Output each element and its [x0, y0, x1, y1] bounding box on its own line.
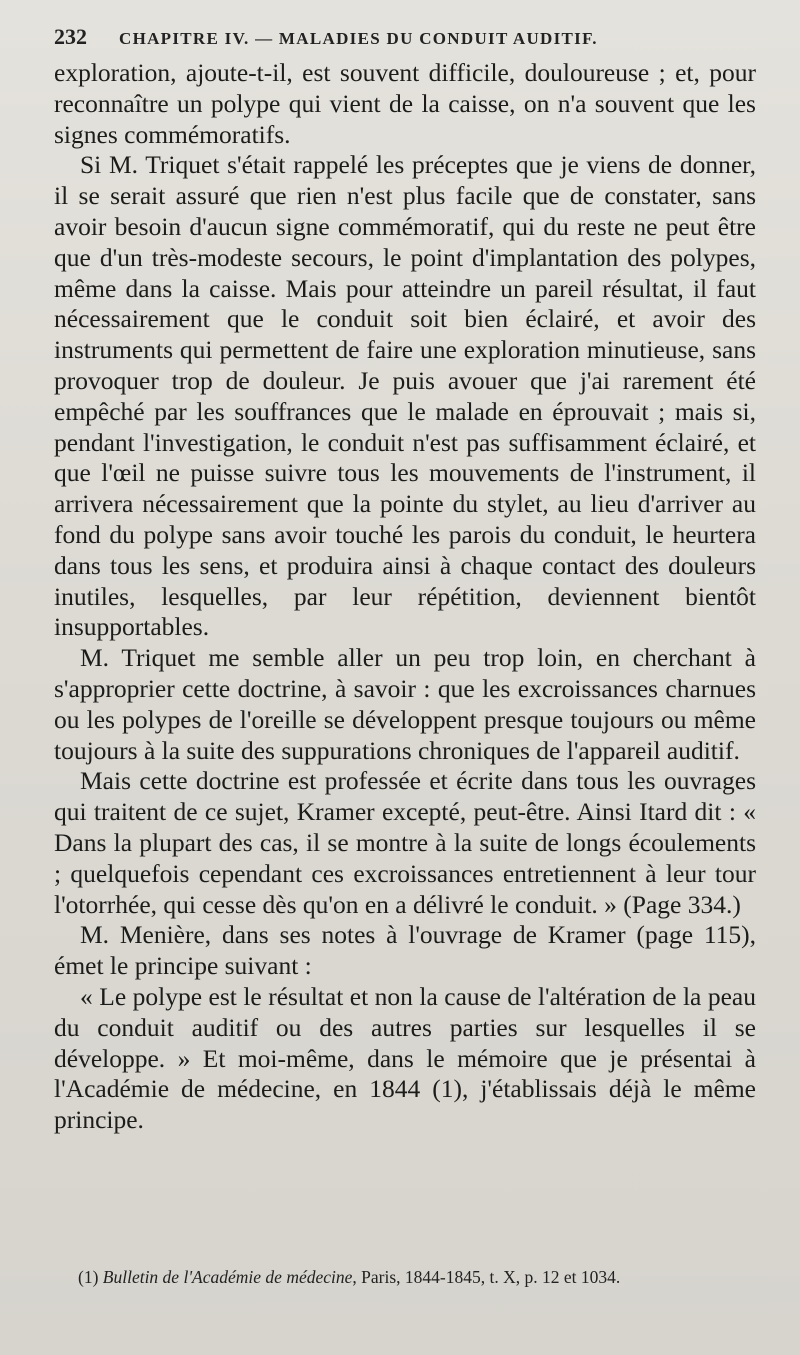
footnote-marker: (1): [78, 1267, 99, 1287]
page-number: 232: [54, 24, 87, 49]
paragraph: M. Menière, dans ses notes à l'ouvrage de Kramer (page 115), émet le principe suivant :: [54, 920, 756, 981]
body-text: [54, 58, 756, 1136]
running-head: [54, 24, 756, 58]
paragraph-continued: exploration, ajoute-t-il, est souvent difficile, douloureuse ; et, pour reconnaître un polype qui vient de la caisse, on n'a souvent que les signes commémoratifs.: [54, 58, 756, 149]
footnote-details: , Paris, 1844-1845, t. X, p. 12 et 1034.: [352, 1267, 621, 1287]
paragraph: Si M. Triquet s'était rappelé les préceptes que je viens de donner, il se serait assuré que rien n'est plus facile que de constater, sans avoir besoin d'aucun signe commémoratif, qui du reste ne peut être que d'un très-modeste secours, le point d'implantation des polypes, même dans la caisse. Mais pour atteindre un pareil résultat, il faut nécessairement que le conduit soit bien éclairé, et avoir des instruments qui permettent de faire une exploration minutieuse, sans provoquer trop de douleur. Je puis avouer que j'ai rarement été empêché par les souffrances que le malade en éprouvait ; mais si, pendant l'investigation, le conduit n'est pas suffisamment éclairé, et que l'œil ne puisse suivre tous les mouvements de l'instrument, il arrivera nécessairement que la pointe du stylet, au lieu d'arriver au fond du polype sans avoir touché les parois du conduit, le heurtera dans tous les sens, et produira ainsi à chaque contact des douleurs inutiles, lesquelles, par leur répétition, deviennent bientôt insupportables.: [54, 150, 756, 642]
footnote: [78, 1266, 760, 1288]
paragraph: « Le polype est le résultat et non la cause de l'altération de la peau du conduit auditif ou des autres parties sur lesquelles il se développe. » Et moi-même, dans le mémoire que je présentai à l'Académie de médecine, en 1844 (1), j'établissais déjà le même principe.: [54, 981, 756, 1135]
paragraph: M. Triquet me semble aller un peu trop loin, en cherchant à s'approprier cette doctrine, à savoir : que les excroissances charnues ou les polypes de l'oreille se développent presque toujours ou même toujours à la suite des suppurations chroniques de l'appareil auditif.: [54, 643, 756, 765]
chapter-title: CHAPITRE IV. — MALADIES DU CONDUIT AUDITIF.: [119, 29, 598, 48]
paragraph: Mais cette doctrine est professée et écrite dans tous les ouvrages qui traitent de ce sujet, Kramer excepté, peut-être. Ainsi Itard dit : « Dans la plupart des cas, il se montre à la suite de longs écoulements ; quelquefois cependant ces excroissances entretiennent à leur tour l'otorrhée, qui cesse dès qu'on en a délivré le conduit. » (Page 334.): [54, 766, 756, 919]
footnote-journal: Bulletin de l'Académie de médecine: [102, 1267, 353, 1287]
